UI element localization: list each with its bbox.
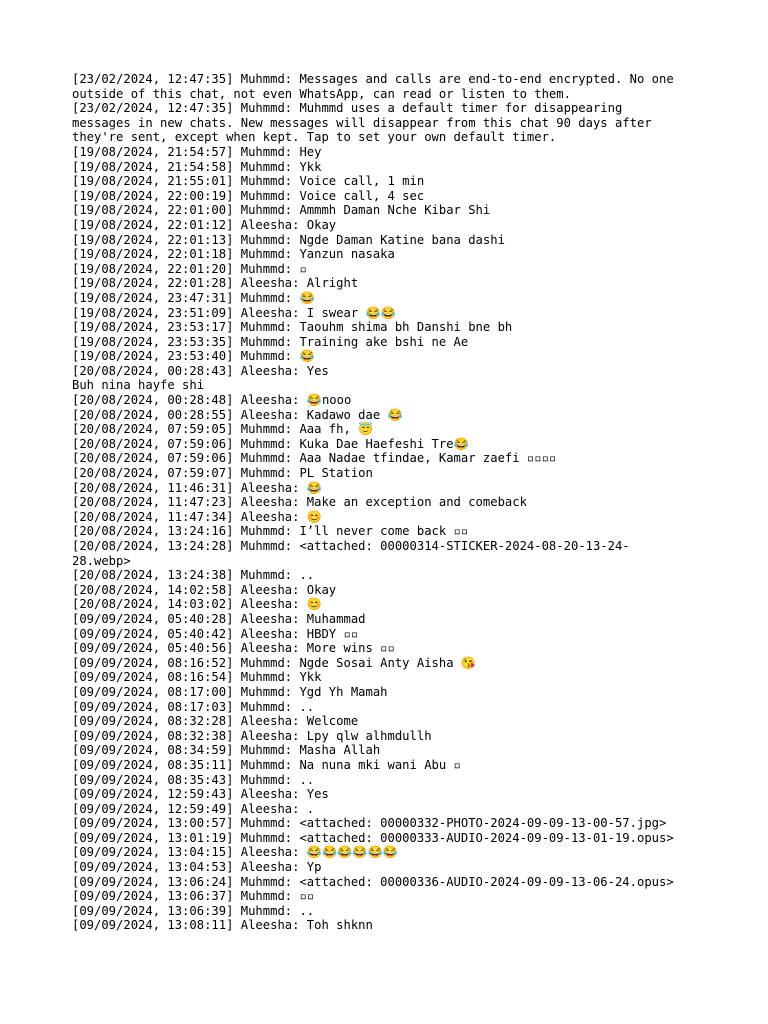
- chat-line: 28.webp>: [72, 553, 131, 568]
- chat-line: [20/08/2024, 00:28:48] Aleesha: 😂nooo: [72, 393, 352, 408]
- chat-line: [20/08/2024, 07:59:06] Muhmmd: Aaa Nadae tfindae, Kamar zaefi ▫▫▫▫: [72, 451, 557, 466]
- chat-line: [09/09/2024, 13:06:39] Muhmmd: ..: [72, 903, 315, 918]
- chat-line: [09/09/2024, 13:04:53] Aleesha: Yp: [72, 860, 322, 875]
- chat-line: Buh nina hayfe shi: [72, 378, 205, 393]
- chat-line: [19/08/2024, 21:55:01] Muhmmd: Voice call, 1 min: [72, 174, 425, 189]
- chat-line: [09/09/2024, 08:35:43] Muhmmd: ..: [72, 772, 315, 787]
- chat-transcript: [72, 72, 712, 933]
- chat-line: [19/08/2024, 23:53:17] Muhmmd: Taouhm shima bh Danshi bne bh: [72, 320, 513, 335]
- chat-line: [19/08/2024, 22:00:19] Muhmmd: Voice call, 4 sec: [72, 188, 425, 203]
- chat-line: [20/08/2024, 11:47:34] Aleesha: 😊: [72, 509, 322, 524]
- chat-line: [19/08/2024, 22:01:12] Aleesha: Okay: [72, 217, 337, 232]
- chat-line: [19/08/2024, 22:01:18] Muhmmd: Yanzun nasaka: [72, 247, 395, 262]
- chat-line: [20/08/2024, 13:24:16] Muhmmd: I’ll never come back ▫▫: [72, 524, 469, 539]
- chat-line: outside of this chat, not even WhatsApp, can read or listen to them.: [72, 86, 571, 101]
- chat-line: [09/09/2024, 08:17:03] Muhmmd: ..: [72, 699, 315, 714]
- chat-line: [09/09/2024, 13:04:15] Aleesha: 😂😂😂😂😂😂: [72, 845, 398, 860]
- chat-line: they're sent, except when kept. Tap to set your own default timer.: [72, 130, 557, 145]
- chat-line: [09/09/2024, 05:40:42] Aleesha: HBDY ▫▫: [72, 626, 359, 641]
- chat-line: [20/08/2024, 00:28:55] Aleesha: Kadawo dae 😂: [72, 407, 403, 422]
- chat-line: [23/02/2024, 12:47:35] Muhmmd: Messages and calls are end-to-end encrypted. No one: [72, 72, 674, 86]
- chat-line: [09/09/2024, 13:06:37] Muhmmd: ▫▫: [72, 889, 315, 904]
- chat-line: [09/09/2024, 08:34:59] Muhmmd: Masha Allah: [72, 743, 381, 758]
- chat-line: [09/09/2024, 08:35:11] Muhmmd: Na nuna mki wani Abu ▫: [72, 757, 461, 772]
- chat-line: [09/09/2024, 13:06:24] Muhmmd: <attached: 00000336-AUDIO-2024-09-09-13-06-24.opus>: [72, 874, 674, 889]
- chat-line: [20/08/2024, 07:59:07] Muhmmd: PL Station: [72, 466, 373, 481]
- chat-line: [20/08/2024, 11:47:23] Aleesha: Make an exception and comeback: [72, 495, 527, 510]
- chat-line: [20/08/2024, 14:02:58] Aleesha: Okay: [72, 582, 337, 597]
- chat-line: [09/09/2024, 08:17:00] Muhmmd: Ygd Yh Mamah: [72, 684, 388, 699]
- chat-line: [19/08/2024, 22:01:28] Aleesha: Alright: [72, 276, 359, 291]
- chat-line: messages in new chats. New messages will disappear from this chat 90 days after: [72, 115, 652, 130]
- chat-line: [19/08/2024, 23:51:09] Aleesha: I swear 😂😂: [72, 305, 396, 320]
- chat-line: [09/09/2024, 12:59:49] Aleesha: .: [72, 801, 315, 816]
- chat-line: [09/09/2024, 08:16:54] Muhmmd: Ykk: [72, 670, 322, 685]
- chat-line: [09/09/2024, 08:16:52] Muhmmd: Ngde Sosai Anty Aisha 😘: [72, 655, 477, 670]
- chat-line: [09/09/2024, 13:01:19] Muhmmd: <attached: 00000333-AUDIO-2024-09-09-13-01-19.opus>: [72, 830, 674, 845]
- chat-line: [19/08/2024, 22:01:00] Muhmmd: Ammmh Daman Nche Kibar Shi: [72, 203, 491, 218]
- chat-line: [09/09/2024, 13:08:11] Aleesha: Toh shknn: [72, 918, 373, 933]
- chat-line: [09/09/2024, 08:32:28] Aleesha: Welcome: [72, 714, 359, 729]
- chat-line: [09/09/2024, 13:00:57] Muhmmd: <attached: 00000332-PHOTO-2024-09-09-13-00-57.jpg>: [72, 816, 667, 831]
- chat-line: [19/08/2024, 23:53:40] Muhmmd: 😂: [72, 349, 315, 364]
- chat-line: [20/08/2024, 07:59:06] Muhmmd: Kuka Dae Haefeshi Tre😂: [72, 436, 469, 451]
- chat-line: [20/08/2024, 11:46:31] Aleesha: 😂: [72, 480, 322, 495]
- chat-line: [19/08/2024, 22:01:13] Muhmmd: Ngde Daman Katine bana dashi: [72, 232, 505, 247]
- chat-line: [19/08/2024, 23:53:35] Muhmmd: Training ake bshi ne Ae: [72, 334, 469, 349]
- chat-line: [19/08/2024, 22:01:20] Muhmmd: ▫: [72, 261, 307, 276]
- chat-line: [09/09/2024, 12:59:43] Aleesha: Yes: [72, 787, 329, 802]
- chat-line: [09/09/2024, 08:32:38] Aleesha: Lpy qlw alhmdullh: [72, 728, 432, 743]
- chat-line: [19/08/2024, 21:54:57] Muhmmd: Hey: [72, 144, 322, 159]
- chat-line: [20/08/2024, 13:24:28] Muhmmd: <attached: 00000314-STICKER-2024-08-20-13-24-: [72, 539, 630, 553]
- chat-line: [09/09/2024, 05:40:28] Aleesha: Muhammad: [72, 611, 366, 626]
- chat-line: [20/08/2024, 14:03:02] Aleesha: 😊: [72, 597, 322, 612]
- chat-line: [19/08/2024, 21:54:58] Muhmmd: Ykk: [72, 159, 322, 174]
- chat-line: [20/08/2024, 00:28:43] Aleesha: Yes: [72, 363, 329, 378]
- chat-line: [09/09/2024, 05:40:56] Aleesha: More wins ▫▫: [72, 641, 395, 656]
- chat-line: [23/02/2024, 12:47:35] Muhmmd: Muhmmd uses a default timer for disappearing: [72, 101, 623, 116]
- chat-line: [20/08/2024, 07:59:05] Muhmmd: Aaa fh, 😇: [72, 422, 374, 437]
- chat-line: [20/08/2024, 13:24:38] Muhmmd: ..: [72, 568, 315, 583]
- chat-line: [19/08/2024, 23:47:31] Muhmmd: 😂: [72, 290, 315, 305]
